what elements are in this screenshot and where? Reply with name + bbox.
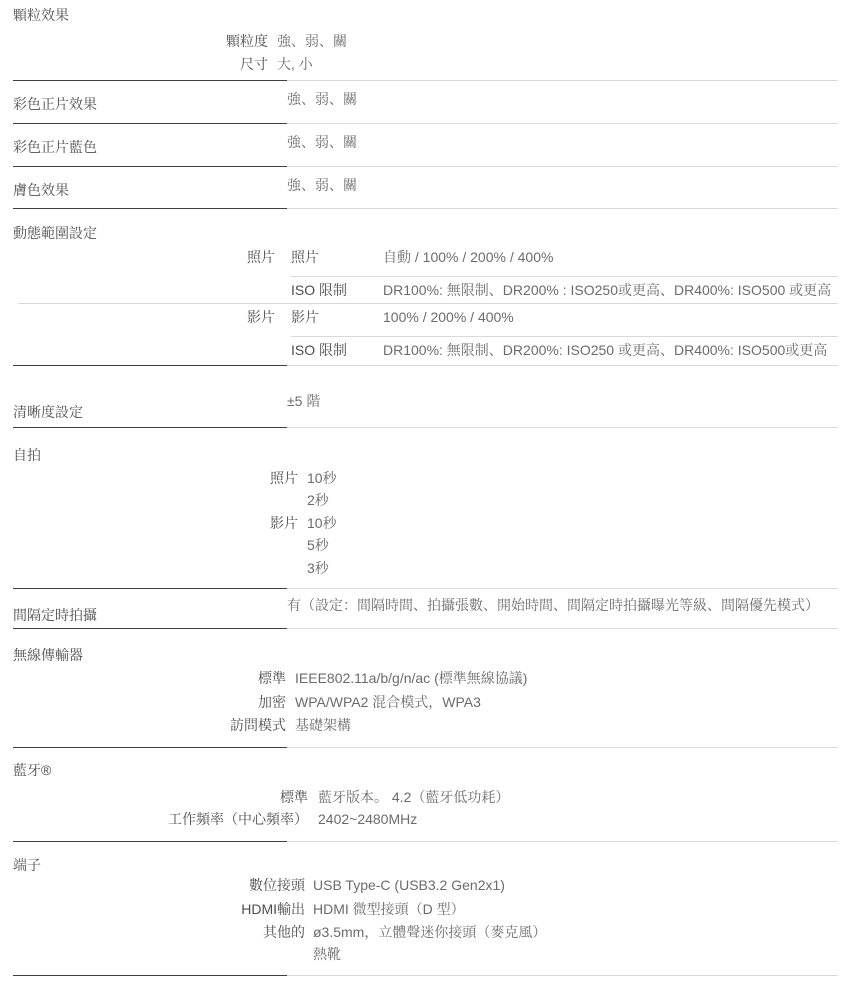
row-value: 2402~2480MHz <box>318 811 418 827</box>
row-label: 標準 <box>280 789 308 805</box>
row-label: 尺寸 <box>240 56 268 72</box>
section-divider-light <box>287 166 838 167</box>
section-title: 自拍 <box>13 447 41 463</box>
section-divider-dark <box>13 427 287 428</box>
row-value: IEEE802.11a/b/g/n/ac (標準無線協議) <box>295 670 528 686</box>
row-value: 熱靴 <box>313 946 341 962</box>
row-value: USB Type-C (USB3.2 Gen2x1) <box>313 877 505 893</box>
section-title: 彩色正片效果 <box>13 96 97 112</box>
row-value: ø3.5mm，立體聲迷你接頭（麥克風） <box>313 924 547 940</box>
section-divider-dark <box>13 208 287 209</box>
row-value: WPA/WPA2 混合模式，WPA3 <box>295 694 481 710</box>
row-value: 10秒 <box>307 515 337 531</box>
section-divider-light <box>287 80 838 81</box>
inner-divider <box>291 276 838 277</box>
section-divider-light <box>287 841 838 842</box>
section-title: 膚色效果 <box>13 182 69 198</box>
row-value: 強、弱、關 <box>287 177 357 193</box>
section-divider-light <box>287 208 838 209</box>
row-value: ±5 階 <box>287 393 321 409</box>
sub-row-value: DR100%: 無限制、DR200% : ISO250或更高、DR400%: ISO500 或更高 <box>383 282 832 298</box>
section-divider-dark <box>13 841 287 842</box>
section-divider-dark <box>13 588 287 589</box>
section-divider-light <box>287 628 838 629</box>
section-divider-light <box>287 123 838 124</box>
inner-divider <box>18 303 838 304</box>
section-title: 顆粒效果 <box>13 7 69 23</box>
row-value: 基礎架構 <box>295 717 351 733</box>
row-value: 藍牙版本。 4.2（藍牙低功耗） <box>318 789 510 805</box>
section-title: 清晰度設定 <box>13 404 83 420</box>
sub-row-label: 照片 <box>291 249 319 265</box>
row-value: 3秒 <box>307 560 329 576</box>
row-value: 強、弱、關 <box>287 91 357 107</box>
row-label: 數位接頭 <box>249 877 305 893</box>
row-value: 10秒 <box>307 470 337 486</box>
row-value: HDMI 微型接頭（D 型） <box>313 901 465 917</box>
row-value: 強、弱、關 <box>277 33 347 49</box>
section-title: 藍牙® <box>13 762 52 778</box>
group-label: 影片 <box>270 515 298 531</box>
row-label: HDMI輸出 <box>241 901 305 917</box>
row-value: 2秒 <box>307 492 329 508</box>
sub-row-value: DR100%: 無限制、DR200%: ISO250 或更高、DR400%: ISO500或更高 <box>383 342 828 358</box>
section-title: 彩色正片藍色 <box>13 139 97 155</box>
row-label: 訪問模式 <box>230 717 286 733</box>
section-title: 無線傳輸器 <box>13 647 83 663</box>
section-divider-light <box>287 365 838 366</box>
section-divider-dark <box>13 80 287 81</box>
row-label: 加密 <box>258 694 286 710</box>
section-divider-light <box>287 427 838 428</box>
section-title: 間隔定時拍攝 <box>13 607 97 623</box>
group-label: 影片 <box>247 309 275 325</box>
row-value: 有（設定：間隔時間、拍攝張數、開始時間、間隔定時拍攝曝光等級、間隔優先模式） <box>287 597 819 613</box>
section-title: 端子 <box>13 857 41 873</box>
row-value: 5秒 <box>307 537 329 553</box>
row-label: 工作頻率（中心頻率） <box>168 811 308 827</box>
inner-divider <box>291 336 838 337</box>
row-label: 標準 <box>258 670 286 686</box>
group-label: 照片 <box>270 470 298 486</box>
section-divider-dark <box>13 747 287 748</box>
section-divider-light <box>287 588 838 589</box>
group-label: 照片 <box>247 249 275 265</box>
section-divider-light <box>287 747 838 748</box>
section-divider-light <box>287 975 838 976</box>
sub-row-label: ISO 限制 <box>291 342 348 358</box>
sub-row-label: ISO 限制 <box>291 282 348 298</box>
sub-row-label: 影片 <box>291 309 319 325</box>
section-title: 動態範圍設定 <box>13 225 97 241</box>
section-divider-dark <box>13 123 287 124</box>
row-label: 顆粒度 <box>226 33 268 49</box>
section-divider-dark <box>13 628 287 629</box>
row-label: 其他的 <box>263 924 305 940</box>
section-divider-dark <box>13 166 287 167</box>
row-value: 大, 小 <box>277 56 313 72</box>
section-divider-dark <box>13 365 287 366</box>
sub-row-value: 100% / 200% / 400% <box>383 309 514 325</box>
section-divider-dark <box>13 975 287 976</box>
sub-row-value: 自動 / 100% / 200% / 400% <box>383 249 554 265</box>
row-value: 強、弱、關 <box>287 134 357 150</box>
